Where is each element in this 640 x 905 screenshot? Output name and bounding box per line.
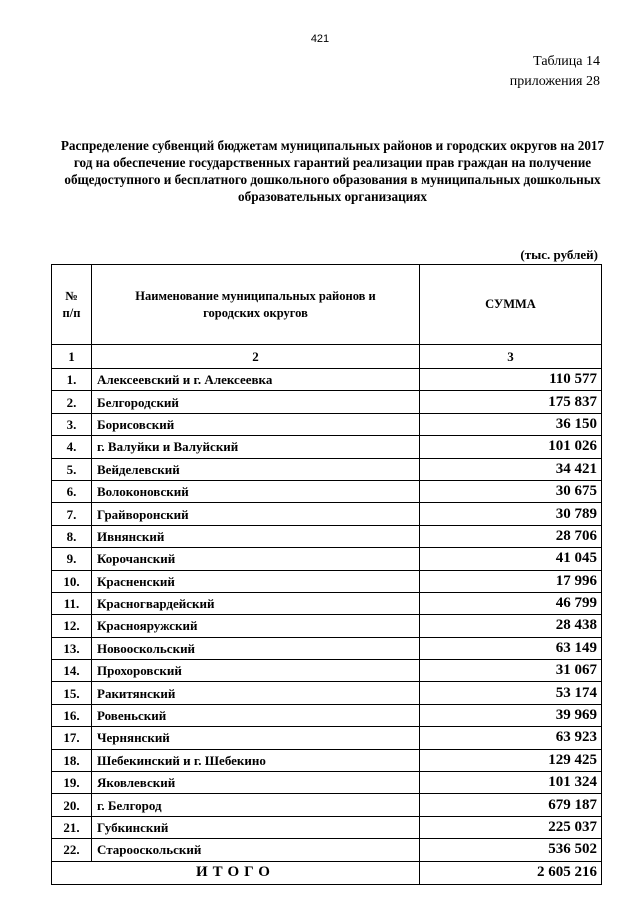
row-district-name: Корочанский [92, 548, 420, 570]
table-row [52, 794, 602, 816]
row-number: 7. [52, 503, 92, 525]
table-row [52, 503, 602, 525]
row-district-name: Краснояружский [92, 615, 420, 637]
row-number: 8. [52, 525, 92, 547]
row-sum: 101 026 [420, 436, 602, 458]
total-row [52, 861, 602, 884]
subsidies-table [51, 264, 602, 885]
row-sum: 34 421 [420, 458, 602, 480]
row-district-name: Ровеньский [92, 704, 420, 726]
table-header-row [52, 265, 602, 345]
row-sum: 63 149 [420, 637, 602, 659]
row-sum: 41 045 [420, 548, 602, 570]
annex-reference [510, 52, 600, 92]
table-row [52, 816, 602, 838]
row-number: 14. [52, 660, 92, 682]
table-row [52, 413, 602, 435]
row-district-name: Вейделевский [92, 458, 420, 480]
row-sum: 129 425 [420, 749, 602, 771]
total-sum: 2 605 216 [420, 861, 602, 884]
row-number: 18. [52, 749, 92, 771]
row-number: 11. [52, 592, 92, 614]
row-district-name: Ивнянский [92, 525, 420, 547]
table-row [52, 772, 602, 794]
row-sum: 46 799 [420, 592, 602, 614]
table-row [52, 436, 602, 458]
table-row [52, 480, 602, 502]
table-row [52, 458, 602, 480]
header-sum: СУММА [420, 265, 602, 345]
header-number-symbol: № [65, 288, 78, 303]
table-row [52, 704, 602, 726]
row-district-name: Чернянский [92, 727, 420, 749]
table-row [52, 682, 602, 704]
total-label: ИТОГО [52, 861, 420, 884]
row-district-name: Волоконовский [92, 480, 420, 502]
row-district-name: Грайворонский [92, 503, 420, 525]
row-district-name: г. Белгород [92, 794, 420, 816]
row-district-name: Борисовский [92, 413, 420, 435]
row-sum: 36 150 [420, 413, 602, 435]
row-district-name: Алексеевский и г. Алексеевка [92, 369, 420, 391]
row-district-name: Прохоровский [92, 660, 420, 682]
table-row [52, 369, 602, 391]
header-number [52, 265, 92, 345]
row-district-name: Яковлевский [92, 772, 420, 794]
row-district-name: Новооскольский [92, 637, 420, 659]
table-row [52, 615, 602, 637]
row-number: 4. [52, 436, 92, 458]
row-district-name: г. Валуйки и Валуйский [92, 436, 420, 458]
row-number: 6. [52, 480, 92, 502]
row-sum: 30 675 [420, 480, 602, 502]
header-name: Наименование муниципальных районов и городских округов [92, 265, 420, 345]
row-number: 9. [52, 548, 92, 570]
row-sum: 17 996 [420, 570, 602, 592]
table-row [52, 637, 602, 659]
row-number: 15. [52, 682, 92, 704]
table-row [52, 660, 602, 682]
table-row [52, 570, 602, 592]
row-number: 10. [52, 570, 92, 592]
column-number-2: 2 [92, 345, 420, 369]
row-district-name: Старооскольский [92, 839, 420, 861]
row-district-name: Шебекинский и г. Шебекино [92, 749, 420, 771]
row-district-name: Губкинский [92, 816, 420, 838]
row-number: 5. [52, 458, 92, 480]
row-number: 22. [52, 839, 92, 861]
row-district-name: Ракитянский [92, 682, 420, 704]
row-number: 13. [52, 637, 92, 659]
column-number-1: 1 [52, 345, 92, 369]
column-number-row [52, 345, 602, 369]
table-row [52, 749, 602, 771]
table-row [52, 839, 602, 861]
row-number: 21. [52, 816, 92, 838]
table-row [52, 548, 602, 570]
row-sum: 225 037 [420, 816, 602, 838]
row-number: 2. [52, 391, 92, 413]
row-district-name: Белгородский [92, 391, 420, 413]
column-number-3: 3 [420, 345, 602, 369]
row-number: 1. [52, 369, 92, 391]
row-number: 17. [52, 727, 92, 749]
row-sum: 31 067 [420, 660, 602, 682]
row-sum: 63 923 [420, 727, 602, 749]
row-district-name: Красненский [92, 570, 420, 592]
document-title: Распределение субвенций бюджетам муниципальных районов и городских округов на 2017 год на обеспечение государственных гарантий реализации прав граждан на получение общедоступного и бесплатного дошкольного образования в муниципальных дошкольных образовательных организациях [60, 138, 605, 204]
row-number: 16. [52, 704, 92, 726]
row-sum: 28 438 [420, 615, 602, 637]
table-row [52, 525, 602, 547]
table-row [52, 391, 602, 413]
row-number: 20. [52, 794, 92, 816]
row-sum: 101 324 [420, 772, 602, 794]
row-number: 12. [52, 615, 92, 637]
row-sum: 110 577 [420, 369, 602, 391]
row-sum: 53 174 [420, 682, 602, 704]
page-number: 421 [310, 33, 330, 45]
row-sum: 679 187 [420, 794, 602, 816]
header-number-abbr: п/п [62, 305, 81, 320]
row-number: 19. [52, 772, 92, 794]
annex-appendix-label: приложения 28 [509, 74, 600, 89]
table-row [52, 592, 602, 614]
row-sum: 536 502 [420, 839, 602, 861]
row-sum: 39 969 [420, 704, 602, 726]
table-row [52, 727, 602, 749]
annex-table-label: Таблица 14 [533, 54, 600, 69]
row-sum: 28 706 [420, 525, 602, 547]
row-sum: 30 789 [420, 503, 602, 525]
row-district-name: Красногвардейский [92, 592, 420, 614]
units-label: (тыс. рублей) [520, 247, 598, 262]
row-sum: 175 837 [420, 391, 602, 413]
row-number: 3. [52, 413, 92, 435]
